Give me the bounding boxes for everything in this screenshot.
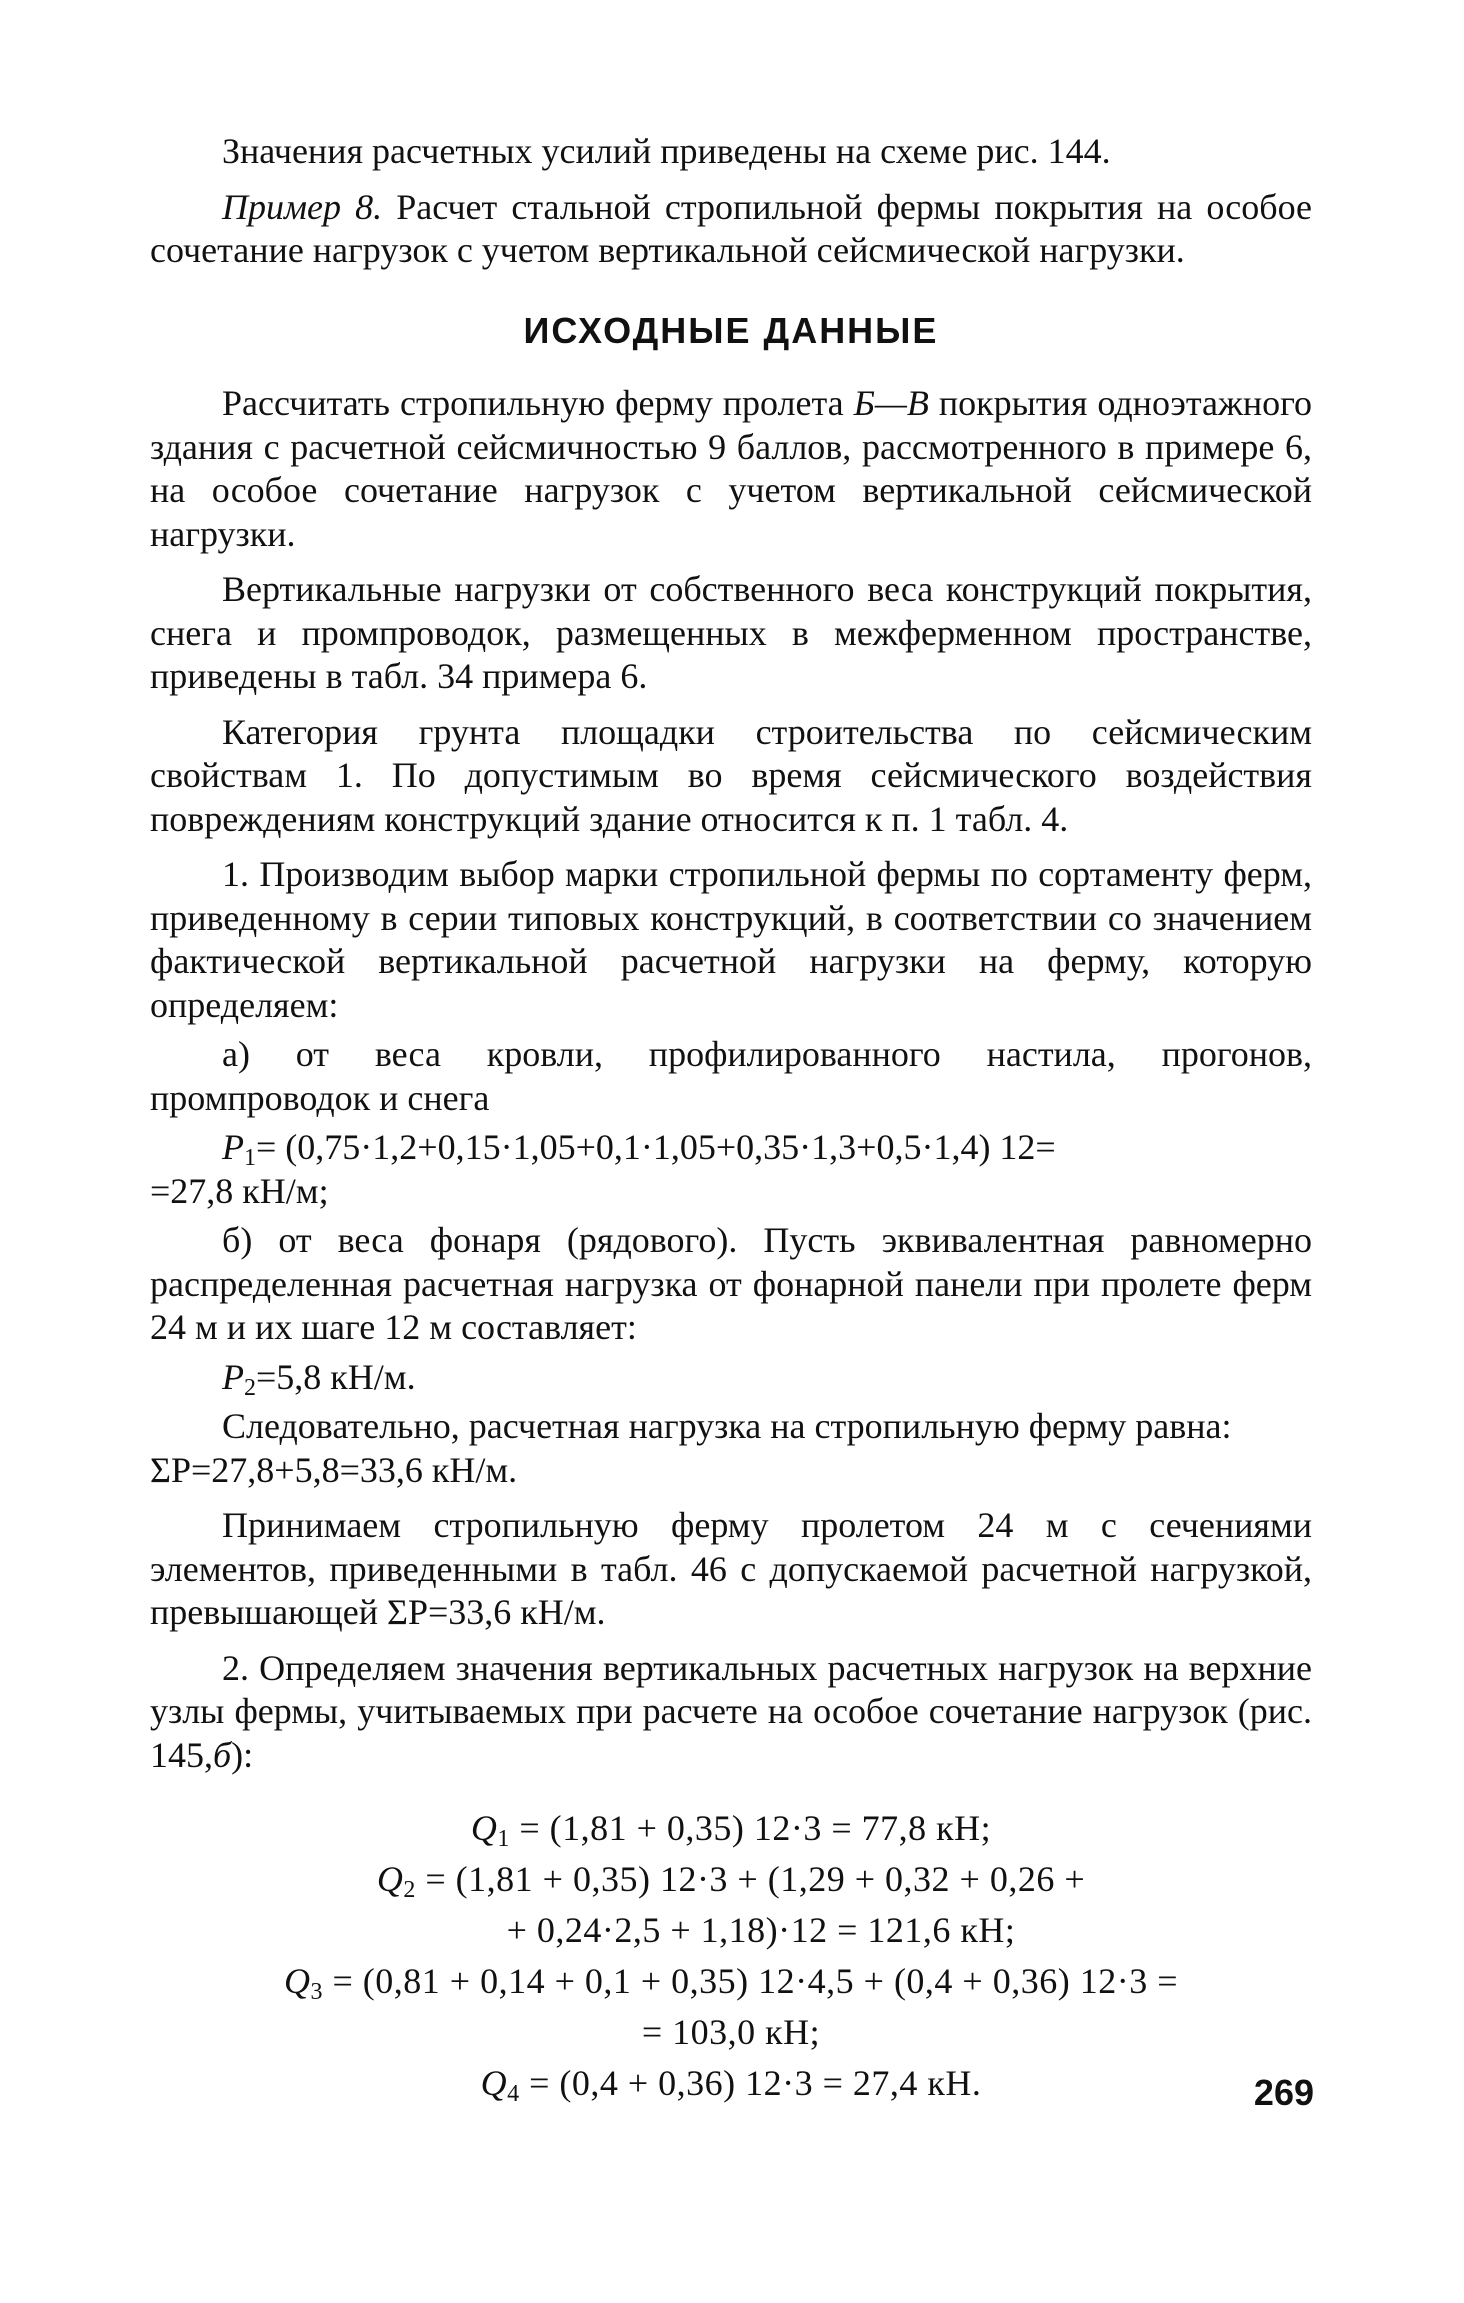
formula-p1-expression: = (0,75·1,2+0,15·1,05+0,1·1,05+0,35·1,3+0,5·1,4) 12= bbox=[256, 1127, 1056, 1167]
subscript: 1 bbox=[497, 1826, 510, 1852]
symbol-q: Q bbox=[470, 1808, 498, 1848]
symbol-q: Q bbox=[283, 1961, 311, 2001]
node-loads-text: 2. Определяем значения вертикальных расчетных нагрузок на верхние узлы фермы, учитываемых при расчете на особое сочетание нагрузок (рис. 145, bbox=[150, 1647, 1312, 1775]
example-paragraph bbox=[150, 186, 1312, 273]
paragraph-item-b: б) от веса фонаря (рядового). Пусть эквивалентная равномерно распределенная расчетная нагрузка от фонарной панели при пролете ферм 24 м и их шаге 12 м составляет: bbox=[150, 1220, 1312, 1347]
symbol-q: Q bbox=[480, 2063, 508, 2103]
task-text-start: Рассчитать стропильную ферму пролета bbox=[222, 383, 854, 423]
paragraph-node-loads bbox=[150, 1647, 1312, 1778]
subscript: 4 bbox=[507, 2081, 520, 2107]
subscript: 3 bbox=[310, 1979, 323, 2005]
example-text: Расчет стальной стропильной фермы покрытия на особое сочетание нагрузок с учетом вертикальной сейсмической нагрузки. bbox=[150, 186, 1312, 270]
task-text-end: покрытия одноэтажного здания с расчетной сейсмичностью 9 баллов, рассмотренного в примере 6, на особое сочетание нагрузок с учетом вертикальной сейсмической нагрузки. bbox=[150, 383, 1312, 554]
subscript: 1 bbox=[244, 1145, 256, 1171]
page-body bbox=[150, 130, 1312, 2109]
paragraph-task bbox=[150, 382, 1312, 556]
equation-q4 bbox=[150, 2058, 1312, 2109]
symbol-p: P bbox=[222, 1356, 244, 1397]
formula-p1-result: =27,8 кН/м; bbox=[150, 1170, 329, 1211]
paragraph-accept-truss: Принимаем стропильную ферму пролетом 24 м с сечениями элементов, приведенными в табл. 46 с допускаемой расчетной нагрузкой, превышающей ΣP=33,6 кН/м. bbox=[150, 1505, 1312, 1632]
equation-q4-expression: = (0,4 + 0,36) 12·3 = 27,4 кН. bbox=[519, 2063, 982, 2103]
subscript: 2 bbox=[244, 1374, 256, 1401]
equation-q1 bbox=[150, 1803, 1312, 1854]
page-number: 269 bbox=[1253, 2072, 1314, 2113]
paragraph-sum: Следовательно, расчетная нагрузка на стропильную ферму равна: bbox=[222, 1406, 1232, 1446]
formula-p1 bbox=[150, 1126, 1312, 1170]
node-loads-end: ): bbox=[231, 1734, 254, 1775]
section-heading: ИСХОДНЫЕ ДАННЫЕ bbox=[523, 309, 939, 351]
formula-p2 bbox=[150, 1356, 1312, 1400]
equation-q2-line2: + 0,24·2,5 + 1,18)·12 = 121,6 кН; bbox=[506, 1910, 1016, 1950]
equation-q3-expression: = (0,81 + 0,14 + 0,1 + 0,35) 12·4,5 + (0,4 + 0,36) 12·3 = bbox=[322, 1961, 1179, 2001]
equation-q3-line2: = 103,0 кН; bbox=[641, 2012, 821, 2052]
intro-text: Значения расчетных усилий приведены на схеме рис. 144. bbox=[222, 131, 1111, 171]
intro-paragraph bbox=[150, 130, 1312, 174]
paragraph-soil-category: Категория грунта площадки строительства по сейсмическим свойствам 1. По допустимым во время сейсмического воздействия повреждениям конструкций здание относится к п. 1 табл. 4. bbox=[150, 711, 1312, 839]
formula-sum: ΣP=27,8+5,8=33,6 кН/м. bbox=[150, 1449, 518, 1490]
formula-p2-expression: =5,8 кН/м. bbox=[256, 1356, 416, 1397]
paragraph-truss-selection: 1. Производим выбор марки стропильной фермы по сортаменту ферм, приведенному в серии типовых конструкций, в соответствии со значением фактической вертикальной расчетной нагрузки на ферму, которую определяем: bbox=[150, 854, 1312, 1025]
equation-q3-line1 bbox=[150, 1956, 1312, 2007]
equation-q2-expression: = (1,81 + 0,35) 12·3 + (1,29 + 0,32 + 0,26 + bbox=[415, 1859, 1086, 1899]
subscript: 2 bbox=[403, 1877, 416, 1903]
example-label: Пример 8. bbox=[222, 186, 383, 227]
figure-ref: б bbox=[213, 1734, 232, 1775]
symbol-p: P bbox=[222, 1127, 244, 1167]
paragraph-vertical-loads: Вертикальные нагрузки от собственного веса конструкций покрытия, снега и промпроводок, размещенных в межферменном пространстве, приведены в табл. 34 примера 6. bbox=[150, 569, 1312, 696]
equation-block bbox=[150, 1803, 1312, 2109]
equation-q1-expression: = (1,81 + 0,35) 12·3 = 77,8 кН; bbox=[509, 1808, 992, 1848]
symbol-q: Q bbox=[376, 1859, 404, 1899]
span-label: Б—В bbox=[853, 383, 929, 423]
equation-q2-line1 bbox=[150, 1854, 1312, 1905]
paragraph-item-a: а) от веса кровли, профилированного настила, прогонов, промпроводок и снега bbox=[150, 1034, 1312, 1118]
